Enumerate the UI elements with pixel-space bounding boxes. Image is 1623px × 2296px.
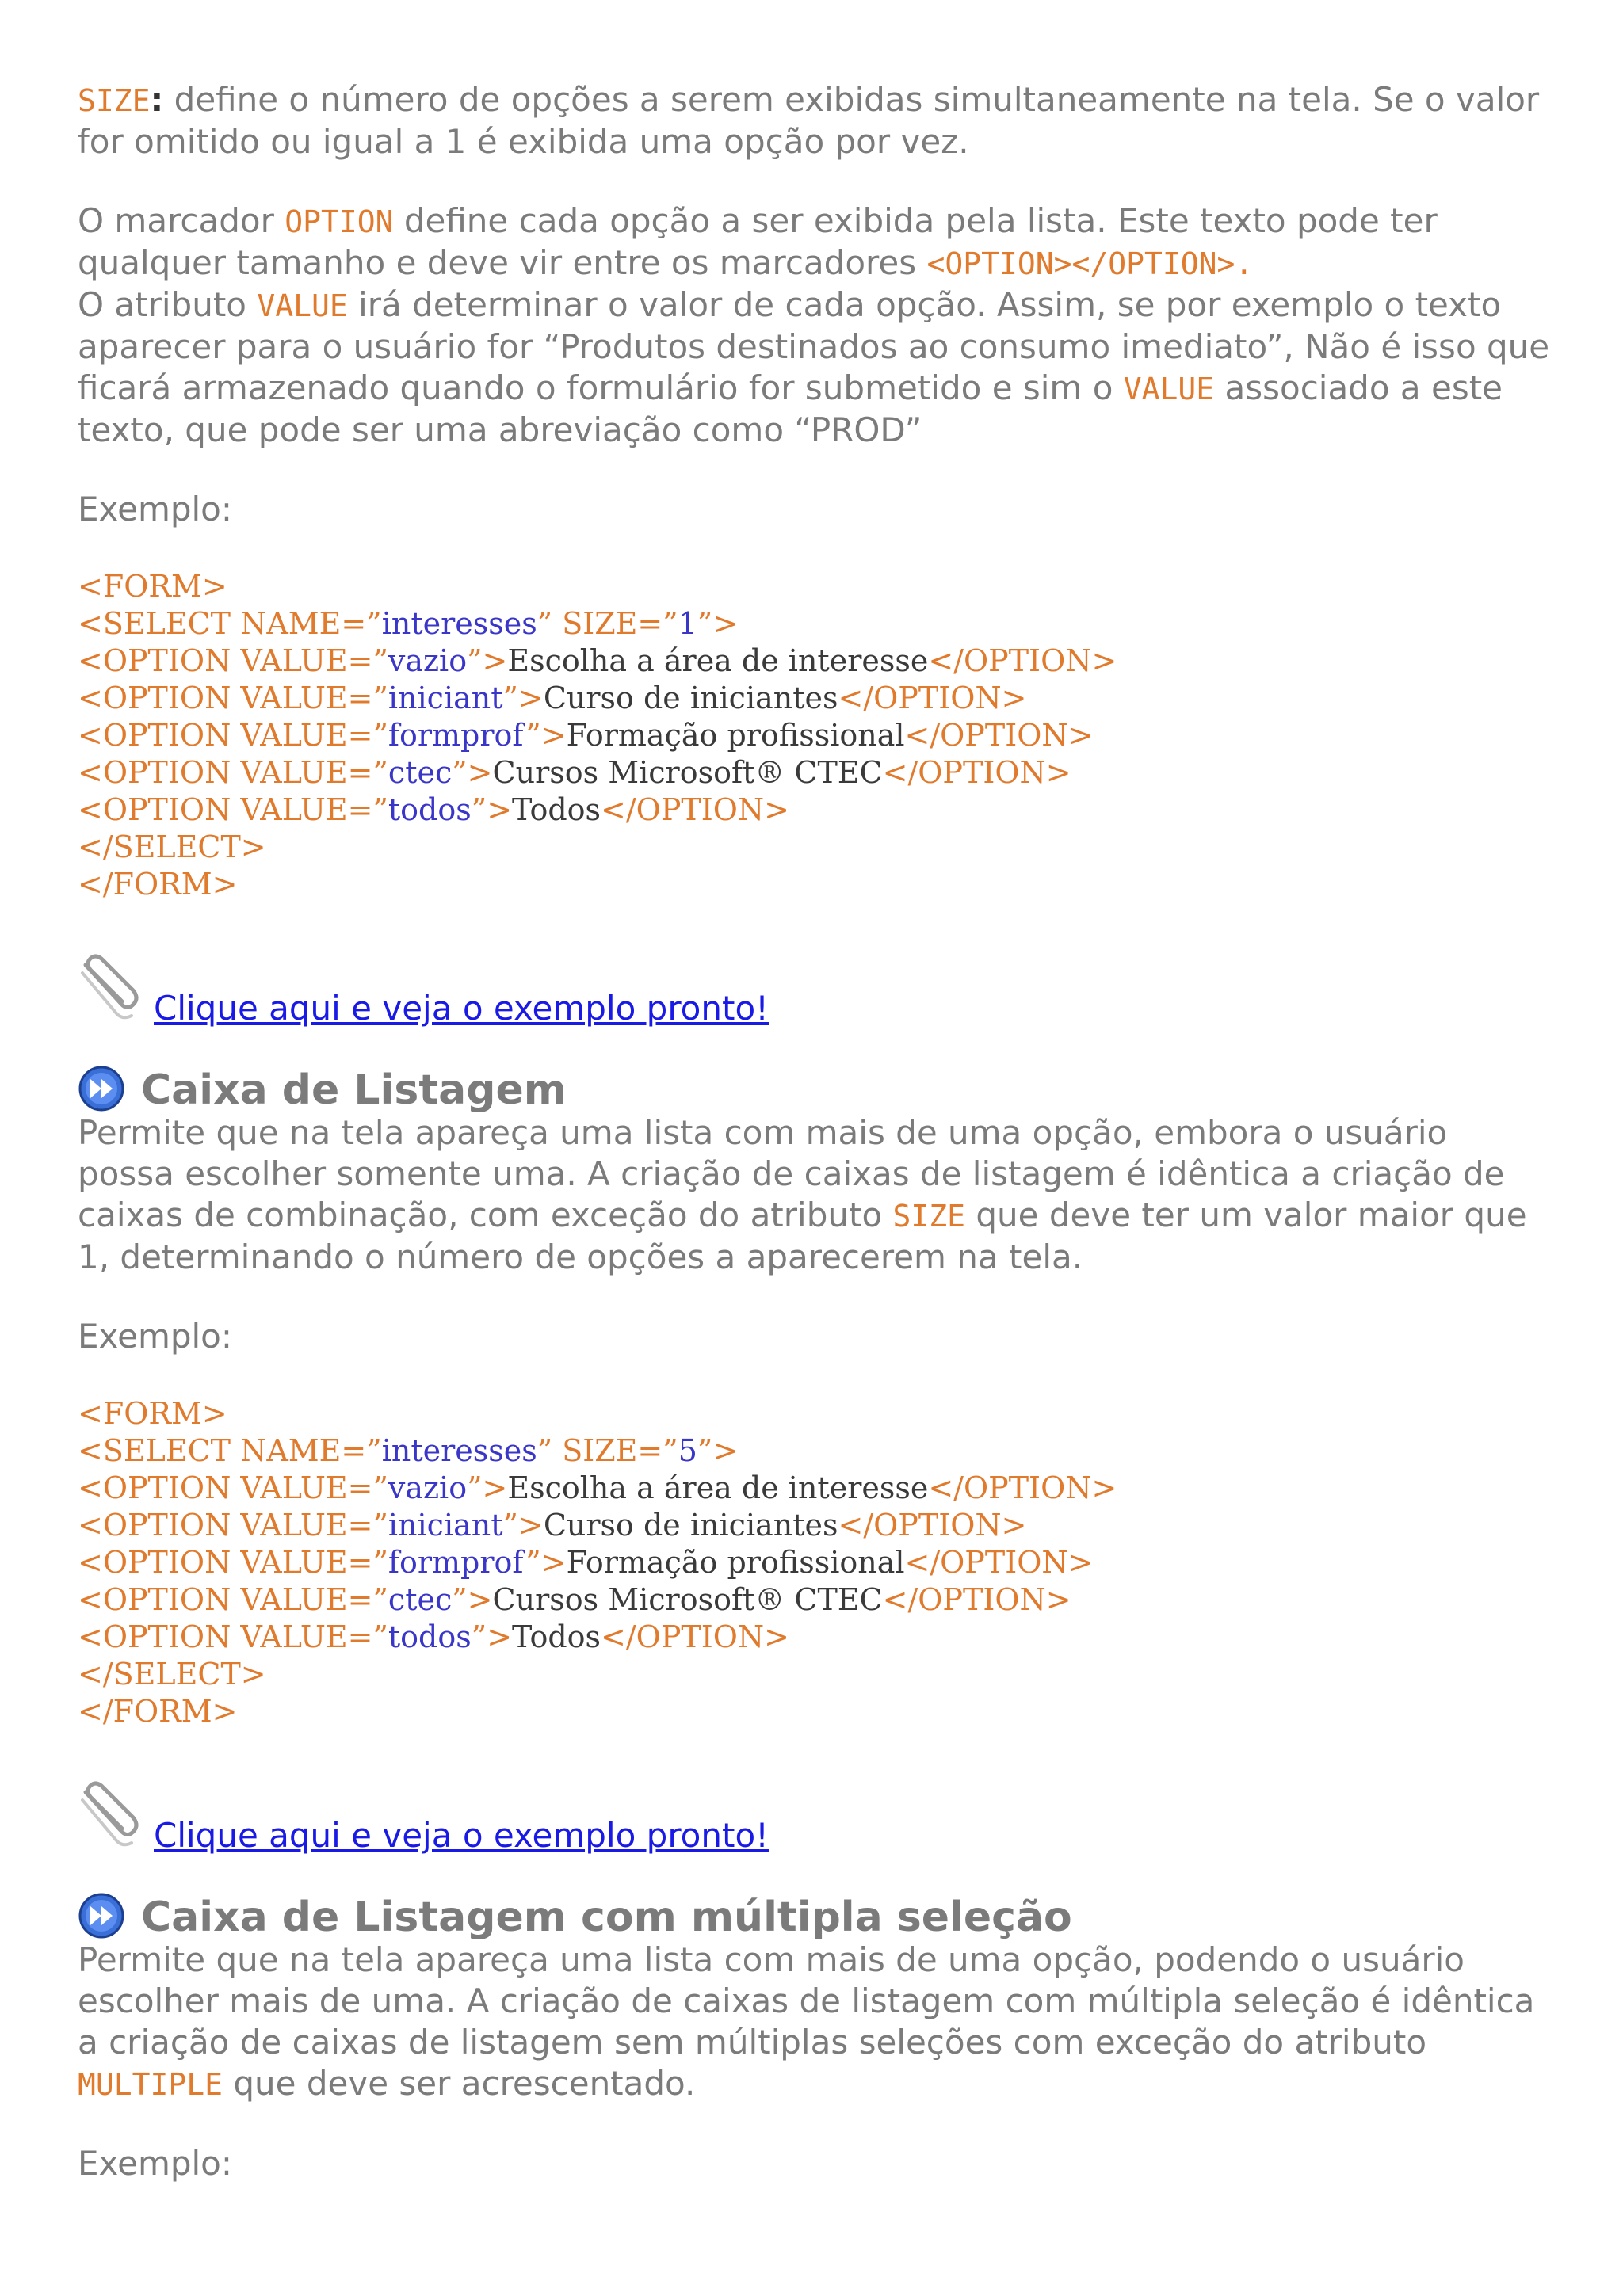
code-option-value: iniciant xyxy=(388,681,503,715)
code-line xyxy=(78,1656,1552,1693)
code-option-label: Formação profissional xyxy=(566,1545,905,1580)
code-option-line xyxy=(78,791,1552,829)
code-option-mid: ”> xyxy=(525,1545,567,1580)
document-page xyxy=(78,79,1552,2184)
code-option-pre: <OPTION VALUE=” xyxy=(78,792,388,827)
code-line xyxy=(78,1693,1552,1730)
size-keyword: SIZE xyxy=(78,83,151,118)
code-option-value: todos xyxy=(388,792,472,827)
code-option-line xyxy=(78,754,1552,791)
code-line xyxy=(78,1395,1552,1432)
code-select-size: 1 xyxy=(678,606,697,641)
code-option-value: ctec xyxy=(388,755,453,790)
code-form-open: <FORM> xyxy=(78,1396,227,1431)
code-line xyxy=(78,866,1552,903)
example-link-2[interactable]: Clique aqui e veja o exemplo pronto! xyxy=(154,1816,769,1855)
code-option-value: vazio xyxy=(388,643,468,678)
size-text: define o número de opções a serem exibidas simultaneamente na tela. Se o valor for omitido ou igual a 1 é exibida uma opção por vez. xyxy=(78,80,1540,161)
code-option-close: </OPTION> xyxy=(601,1619,789,1654)
section-title: Caixa de Listagem com múltipla seleção xyxy=(141,1894,1072,1941)
code-option-line xyxy=(78,1470,1552,1507)
section2-text-pre: Permite que na tela apareça uma lista com mais de uma opção, embora o usuário possa escolher somente uma. A criação de caixas de listagem é idêntica a criação de caixas de combinação, com exceção do atributo xyxy=(78,1113,1505,1234)
code-option-mid: ”> xyxy=(467,1470,508,1505)
section3-text-pre: Permite que na tela apareça uma lista com mais de uma opção, podendo o usuário escolher mais de uma. A criação de caixas de listagem com múltipla seleção é idêntica a criação de caixas de listagem sem múltiplas seleções com exceção do atributo xyxy=(78,1940,1535,2061)
code-option-close: </OPTION> xyxy=(904,718,1094,753)
code-option-label: Formação profissional xyxy=(566,718,905,753)
code-option-pre: <OPTION VALUE=” xyxy=(78,1545,388,1580)
code-option-value: formprof xyxy=(388,1545,526,1580)
code-option-label: Cursos Microsoft® CTEC xyxy=(492,1582,883,1617)
code-option-pre: <OPTION VALUE=” xyxy=(78,755,388,790)
section3-paragraph xyxy=(78,1939,1552,2105)
paperclip-icon xyxy=(78,1781,146,1849)
code-option-value: vazio xyxy=(388,1470,468,1505)
code-select-size: 5 xyxy=(678,1433,697,1468)
size-colon: : xyxy=(150,80,164,119)
code-options-2 xyxy=(78,1470,1552,1656)
value-keyword-2: VALUE xyxy=(1123,372,1215,406)
code-option-mid: ”> xyxy=(502,681,544,715)
code-line xyxy=(78,829,1552,866)
value-end: associado a este texto, que pode ser uma abreviação como “PROD” xyxy=(78,368,1503,449)
section-caixa-listagem xyxy=(78,1065,1552,1112)
code-option-close: </OPTION> xyxy=(928,643,1117,678)
section-caixa-listagem-multipla xyxy=(78,1892,1552,1939)
code-option-line xyxy=(78,1507,1552,1544)
code-select-close: </SELECT> xyxy=(78,830,266,864)
code-option-close: </OPTION> xyxy=(928,1470,1117,1505)
code-option-value: formprof xyxy=(388,718,526,753)
code-option-close: </OPTION> xyxy=(601,792,789,827)
code-option-mid: ”> xyxy=(525,718,567,753)
code-option-label: Todos xyxy=(512,1619,601,1654)
option-keyword: OPTION xyxy=(285,204,394,239)
code-option-pre: <OPTION VALUE=” xyxy=(78,1470,388,1505)
code-option-pre: <OPTION VALUE=” xyxy=(78,1508,388,1543)
code-option-label: Curso de iniciantes xyxy=(543,1508,838,1543)
section2-keyword: SIZE xyxy=(892,1199,966,1234)
code-select-end: ”> xyxy=(697,606,739,641)
code-line xyxy=(78,605,1552,643)
code-option-line xyxy=(78,1619,1552,1656)
code-option-pre: <OPTION VALUE=” xyxy=(78,643,388,678)
fast-forward-icon xyxy=(78,1892,125,1939)
code-select-close: </SELECT> xyxy=(78,1657,266,1691)
code-option-line xyxy=(78,717,1552,754)
code-line xyxy=(78,1432,1552,1470)
code-options-1 xyxy=(78,643,1552,829)
code-option-pre: <OPTION VALUE=” xyxy=(78,1619,388,1654)
option-paragraph xyxy=(78,200,1552,451)
code-select-name: interesses xyxy=(381,606,537,641)
code-option-mid: ”> xyxy=(467,643,508,678)
code-option-close: </OPTION> xyxy=(904,1545,1094,1580)
code-option-close: </OPTION> xyxy=(882,1582,1071,1617)
code-option-mid: ”> xyxy=(471,1619,513,1654)
option-mid: define cada opção a ser exibida pela lista. Este texto pode ter qualquer tamanho e deve vir entre os marcadores xyxy=(78,201,1438,282)
code-option-line xyxy=(78,1581,1552,1619)
code-select-end: ”> xyxy=(697,1433,739,1468)
code-option-label: Cursos Microsoft® CTEC xyxy=(492,755,883,790)
code-option-mid: ”> xyxy=(502,1508,544,1543)
code-form-close: </FORM> xyxy=(78,1694,238,1729)
code-select-pre: <SELECT NAME=” xyxy=(78,1433,382,1468)
code-select-mid: ” SIZE=” xyxy=(537,1433,678,1468)
example-link-row-1 xyxy=(78,954,1552,1033)
code-select-pre: <SELECT NAME=” xyxy=(78,606,382,641)
code-option-close: </OPTION> xyxy=(882,755,1071,790)
section-title: Caixa de Listagem xyxy=(141,1066,567,1114)
code-option-close: </OPTION> xyxy=(838,1508,1027,1543)
code-option-mid: ”> xyxy=(452,755,493,790)
example-label: Exemplo: xyxy=(78,1317,233,1356)
size-paragraph xyxy=(78,79,1552,162)
code-form-close: </FORM> xyxy=(78,867,238,902)
code-option-pre: <OPTION VALUE=” xyxy=(78,1582,388,1617)
code-option-close: </OPTION> xyxy=(838,681,1027,715)
code-option-pre: <OPTION VALUE=” xyxy=(78,718,388,753)
code-option-label: Escolha a área de interesse xyxy=(507,643,929,678)
code-select-name: interesses xyxy=(381,1433,537,1468)
code-option-label: Curso de iniciantes xyxy=(543,681,838,715)
fast-forward-icon xyxy=(78,1065,125,1112)
code-block-1 xyxy=(78,568,1552,903)
code-option-value: todos xyxy=(388,1619,472,1654)
section3-text-end: que deve ser acrescentado. xyxy=(223,2064,696,2103)
code-form-open: <FORM> xyxy=(78,569,227,604)
example-label: Exemplo: xyxy=(78,490,233,528)
code-option-line xyxy=(78,680,1552,717)
code-option-line xyxy=(78,1544,1552,1581)
example-label: Exemplo: xyxy=(78,2144,233,2183)
code-option-mid: ”> xyxy=(471,792,513,827)
example-link-row-2 xyxy=(78,1781,1552,1860)
value-keyword: VALUE xyxy=(257,288,348,323)
code-option-line xyxy=(78,643,1552,680)
section3-keyword: MULTIPLE xyxy=(78,2067,223,2102)
value-mid: irá determinar o valor de cada opção. Assim, se por exemplo o texto aparecer para o usuário for “Produtos destinados ao consumo imediato”, Não é isso que ficará armazenado quando o formulário for submetido e sim o xyxy=(78,285,1550,407)
option-tags: <OPTION></OPTION>. xyxy=(926,246,1254,281)
code-option-mid: ”> xyxy=(452,1582,493,1617)
code-option-value: ctec xyxy=(388,1582,453,1617)
option-pre: O marcador xyxy=(78,201,285,240)
code-line xyxy=(78,568,1552,605)
code-option-label: Todos xyxy=(512,792,601,827)
value-pre: O atributo xyxy=(78,285,258,324)
code-option-pre: <OPTION VALUE=” xyxy=(78,681,388,715)
example-link-1[interactable]: Clique aqui e veja o exemplo pronto! xyxy=(154,989,769,1028)
code-block-2 xyxy=(78,1395,1552,1730)
section2-paragraph xyxy=(78,1112,1552,1278)
code-option-label: Escolha a área de interesse xyxy=(507,1470,929,1505)
code-option-value: iniciant xyxy=(388,1508,503,1543)
section2-text-end: que deve ter um valor maior que 1, determinando o número de opções a aparecerem na tela. xyxy=(78,1196,1527,1276)
paperclip-icon xyxy=(78,954,146,1022)
code-select-mid: ” SIZE=” xyxy=(537,606,678,641)
